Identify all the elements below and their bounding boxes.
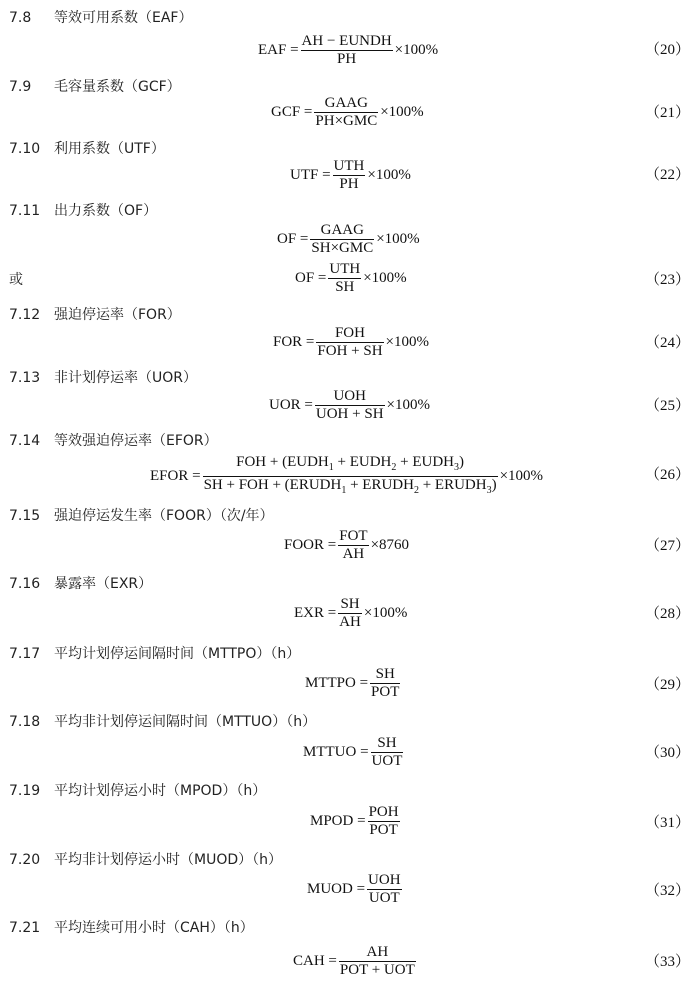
formula-of-2: [295, 261, 407, 296]
denominator: UOT: [371, 753, 403, 769]
equation-number: （24）: [644, 335, 690, 351]
section-heading-muod: [9, 851, 282, 869]
equation-number: （32）: [644, 883, 690, 899]
formula-multiplier: ×100%: [363, 270, 407, 286]
section-heading-exr: [9, 575, 152, 593]
section-heading-utf: [9, 140, 165, 158]
formula-lhs: MPOD =: [310, 813, 366, 829]
section-heading-efor: [9, 432, 218, 450]
section-number: 7.20: [9, 852, 41, 868]
formula-gcf: [271, 95, 424, 130]
section-number: 7.10: [9, 141, 41, 157]
numerator: POH: [368, 804, 399, 820]
or-label: 或: [9, 272, 23, 288]
section-number: 7.9: [9, 79, 32, 95]
fraction: [203, 454, 498, 499]
numerator: UTH: [329, 261, 361, 277]
fraction: [301, 33, 393, 68]
formula-multiplier: ×100%: [380, 104, 424, 120]
section-number: 7.19: [9, 783, 41, 799]
formula-exr: [294, 596, 407, 631]
fraction: [314, 95, 378, 130]
fraction: [367, 872, 402, 907]
section-title: 强迫停运率（FOR）: [54, 307, 181, 323]
formula-for: [273, 325, 429, 360]
numerator: AH: [366, 944, 389, 960]
formula-lhs: CAH =: [293, 953, 337, 969]
section-title: 等效强迫停运率（EFOR）: [54, 433, 218, 449]
section-title: 暴露率（EXR）: [54, 576, 153, 592]
formula-multiplier: ×100%: [386, 397, 430, 413]
section-heading-for: [9, 306, 181, 324]
section-heading-gcf: [9, 78, 181, 96]
section-heading-mttuo: [9, 713, 316, 731]
section-number: 7.15: [9, 508, 41, 524]
formula-lhs: UOR =: [269, 397, 313, 413]
formula-multiplier: ×100%: [385, 334, 430, 350]
section-heading-uor: [9, 369, 197, 387]
formula-mttpo: [305, 666, 401, 701]
numerator: GAAG: [324, 95, 368, 111]
formula-eaf: [258, 33, 438, 68]
formula-utf: [290, 158, 411, 193]
formula-uor: [269, 388, 430, 423]
formula-lhs: MTTPO =: [305, 675, 369, 691]
numerator: UTH: [333, 158, 365, 174]
numerator: UOH: [333, 388, 366, 404]
formula-efor: [150, 454, 543, 499]
formula-lhs: EAF =: [258, 42, 299, 58]
fraction: [328, 261, 361, 296]
denominator: AH: [342, 546, 365, 562]
formula-lhs: OF =: [277, 231, 309, 247]
formula-cah: [293, 944, 417, 979]
section-title: 利用系数（UTF）: [54, 141, 165, 157]
denominator: UOT: [368, 890, 400, 906]
numerator: FOH + ($EUDH_1$ + $EUDH_2$ + $EUDH_3$): [236, 454, 464, 473]
formula-lhs: GCF =: [271, 104, 313, 120]
section-title: 毛容量系数（GCF）: [54, 79, 181, 95]
equation-number: （21）: [644, 105, 690, 121]
formula-lhs: EFOR =: [150, 468, 201, 484]
formula-multiplier: ×100%: [367, 167, 411, 183]
denominator: POT: [371, 684, 400, 700]
fraction: [333, 158, 366, 193]
formula-lhs: EXR =: [294, 605, 337, 621]
section-number: 7.8: [9, 10, 32, 26]
formula-lhs: UTF =: [290, 167, 331, 183]
denominator: SH + FOH + ($ERUDH_1$ + $ERUDH_2$ + $ERUDH_3$): [203, 477, 497, 496]
section-heading-eaf: [9, 9, 192, 27]
formula-multiplier: ×100%: [499, 468, 544, 484]
numerator: SH: [340, 596, 360, 612]
formula-lhs: OF =: [295, 270, 327, 286]
denominator: SH×GMC: [311, 240, 374, 256]
section-heading-mttpo: [9, 645, 300, 663]
denominator: PH: [339, 176, 359, 192]
denominator: POT: [369, 822, 398, 838]
section-title: 平均连续可用小时（CAH）（h）: [54, 920, 254, 936]
equation-number: （27）: [644, 538, 690, 554]
fraction: [315, 388, 385, 423]
numerator: SH: [377, 735, 397, 751]
section-number: 7.21: [9, 920, 41, 936]
section-number: 7.11: [9, 203, 41, 219]
fraction: [338, 596, 362, 631]
formula-foor: [284, 528, 409, 563]
section-heading-mpod: [9, 782, 266, 800]
numerator: GAAG: [320, 222, 364, 238]
equation-number: （22）: [644, 167, 690, 183]
fraction: [338, 528, 368, 563]
section-number: 7.13: [9, 370, 41, 386]
section-title: 平均非计划停运小时（MUOD）（h）: [54, 852, 282, 868]
denominator: POT + UOT: [339, 962, 415, 978]
section-heading-of: [9, 202, 157, 220]
numerator: SH: [375, 666, 395, 682]
section-heading-cah: [9, 919, 254, 937]
section-number: 7.12: [9, 307, 41, 323]
section-heading-foor: [9, 507, 274, 525]
formula-mttuo: [303, 735, 404, 770]
equation-number: （33）: [644, 954, 690, 970]
fraction: [310, 222, 374, 257]
section-number: 7.14: [9, 433, 41, 449]
section-title: 强迫停运发生率（FOOR）（次/年）: [54, 508, 274, 524]
numerator: FOT: [339, 528, 368, 544]
formula-of-1: [277, 222, 420, 257]
equation-number: （23）: [644, 272, 690, 288]
equation-number: （20）: [644, 42, 690, 58]
fraction: [370, 666, 400, 701]
formula-multiplier: ×100%: [363, 605, 408, 621]
section-title: 平均非计划停运间隔时间（MTTUO）（h）: [54, 714, 317, 730]
equation-number: （29）: [644, 677, 690, 693]
section-title: 平均计划停运小时（MPOD）（h）: [54, 783, 267, 799]
section-number: 7.18: [9, 714, 41, 730]
section-title: 非计划停运率（UOR）: [54, 370, 197, 386]
section-number: 7.16: [9, 576, 41, 592]
fraction: [371, 735, 404, 770]
formula-multiplier: ×100%: [394, 42, 439, 58]
section-title: 平均计划停运间隔时间（MTTPO）（h）: [54, 646, 301, 662]
denominator: SH: [335, 279, 355, 295]
formula-multiplier: ×8760: [370, 537, 410, 553]
formula-lhs: MTTUO =: [303, 744, 369, 760]
section-title: 等效可用系数（EAF）: [54, 10, 193, 26]
equation-number: （30）: [644, 745, 690, 761]
equation-number: （31）: [644, 815, 690, 831]
formula-mpod: [310, 804, 401, 839]
denominator: PH×GMC: [315, 113, 378, 129]
numerator: AH − EUNDH: [301, 33, 392, 49]
section-title: 出力系数（OF）: [54, 203, 158, 219]
section-number: 7.17: [9, 646, 41, 662]
denominator: AH: [339, 614, 361, 630]
formula-lhs: MUOD =: [307, 881, 366, 897]
formula-lhs: FOR =: [273, 334, 315, 350]
formula-lhs: FOOR =: [284, 537, 337, 553]
equation-number: （26）: [644, 467, 690, 483]
fraction: [368, 804, 400, 839]
fraction: [316, 325, 383, 360]
denominator: PH: [337, 51, 357, 67]
fraction: [339, 944, 416, 979]
formula-muod: [307, 872, 403, 907]
formula-multiplier: ×100%: [376, 231, 420, 247]
denominator: UOH + SH: [315, 406, 384, 422]
equation-number: （28）: [644, 606, 690, 622]
numerator: UOH: [368, 872, 401, 888]
denominator: FOH + SH: [317, 343, 383, 359]
equation-number: （25）: [644, 398, 690, 414]
numerator: FOH: [334, 325, 365, 341]
